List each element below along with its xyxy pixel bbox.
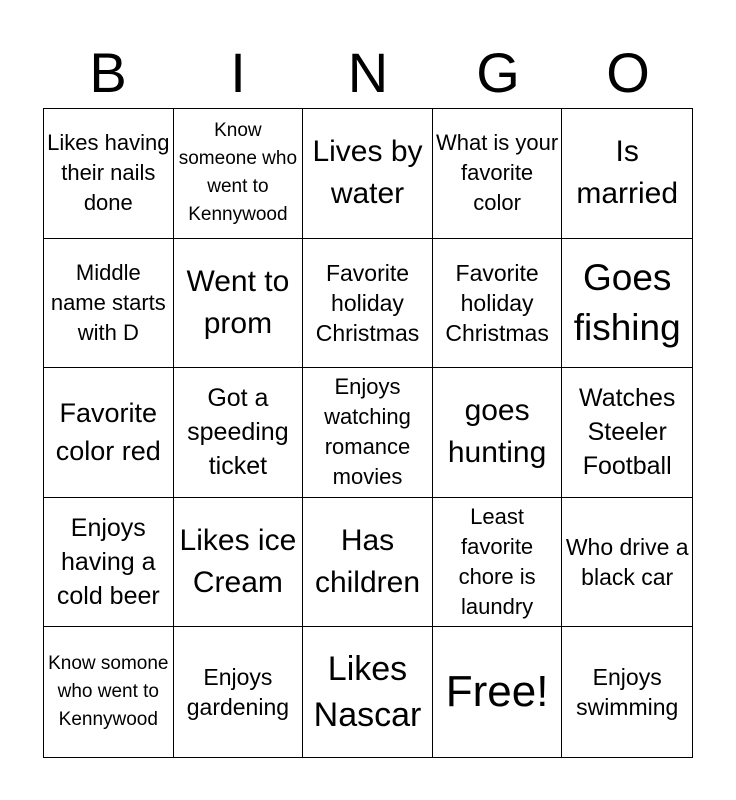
bingo-cell[interactable] bbox=[44, 239, 174, 369]
bingo-cell[interactable] bbox=[562, 239, 692, 369]
bingo-cell[interactable] bbox=[562, 109, 692, 239]
cell-text: Got a speeding ticket bbox=[187, 384, 289, 481]
bingo-cell[interactable] bbox=[174, 368, 304, 498]
cell-text: Enjoys gardening bbox=[186, 664, 290, 721]
cell-text: Know someone who went to Kennywood bbox=[178, 120, 298, 226]
cell-text: What is your favorite color bbox=[435, 130, 559, 216]
cell-text: Enjoys swimming bbox=[576, 664, 679, 721]
cell-text: Who drive a black car bbox=[565, 534, 689, 591]
bingo-cell[interactable] bbox=[44, 498, 174, 628]
bingo-cell[interactable] bbox=[562, 498, 692, 628]
bingo-cell[interactable] bbox=[174, 498, 304, 628]
bingo-cell[interactable] bbox=[44, 368, 174, 498]
bingo-cell[interactable] bbox=[433, 498, 563, 628]
cell-text: Likes having their nails done bbox=[47, 130, 170, 216]
cell-text: Went to prom bbox=[186, 264, 290, 340]
cell-text: Favorite holiday Christmas bbox=[445, 259, 549, 346]
bingo-cell[interactable] bbox=[174, 109, 304, 239]
bingo-cell[interactable] bbox=[303, 109, 433, 239]
bingo-cell[interactable] bbox=[303, 239, 433, 369]
bingo-cell[interactable] bbox=[433, 109, 563, 239]
header-letter-n: N bbox=[347, 41, 389, 104]
free-space-cell[interactable] bbox=[433, 627, 563, 757]
bingo-cell[interactable] bbox=[174, 627, 304, 757]
cell-text: Middle name starts with D bbox=[50, 259, 166, 345]
cell-text: Is married bbox=[576, 135, 679, 211]
bingo-cell[interactable] bbox=[433, 368, 563, 498]
header-letter-g: G bbox=[476, 41, 520, 104]
bingo-cell[interactable] bbox=[174, 239, 304, 369]
bingo-cell[interactable] bbox=[44, 109, 174, 239]
cell-text: Has children bbox=[314, 524, 421, 600]
bingo-cell[interactable] bbox=[303, 498, 433, 628]
cell-text: Likes Nascar bbox=[313, 650, 422, 735]
free-space-text: Free! bbox=[445, 667, 549, 717]
bingo-board bbox=[43, 108, 693, 758]
bingo-cell[interactable] bbox=[44, 627, 174, 757]
bingo-cell[interactable] bbox=[433, 239, 563, 369]
bingo-cell[interactable] bbox=[303, 368, 433, 498]
bingo-cell[interactable] bbox=[303, 627, 433, 757]
cell-text: Know somone who went to Kennywood bbox=[48, 653, 169, 731]
cell-text: goes hunting bbox=[447, 394, 547, 470]
bingo-cell[interactable] bbox=[562, 368, 692, 498]
cell-text: Least favorite chore is laundry bbox=[458, 504, 536, 620]
cell-text: Favorite holiday Christmas bbox=[315, 259, 420, 346]
cell-text: Enjoys having a cold beer bbox=[56, 514, 160, 611]
cell-text: Favorite color red bbox=[55, 398, 161, 467]
cell-text: Lives by water bbox=[312, 135, 423, 211]
bingo-header bbox=[43, 38, 693, 108]
cell-text: Goes fishing bbox=[573, 256, 681, 348]
header-letter-b: B bbox=[89, 41, 127, 104]
cell-text: Enjoys watching romance movies bbox=[324, 374, 411, 490]
cell-text: Watches Steeler Football bbox=[579, 384, 676, 481]
cell-text: Likes ice Cream bbox=[179, 524, 297, 600]
bingo-cell[interactable] bbox=[562, 627, 692, 757]
header-letter-i: I bbox=[230, 41, 246, 104]
header-letter-o: O bbox=[606, 41, 650, 104]
